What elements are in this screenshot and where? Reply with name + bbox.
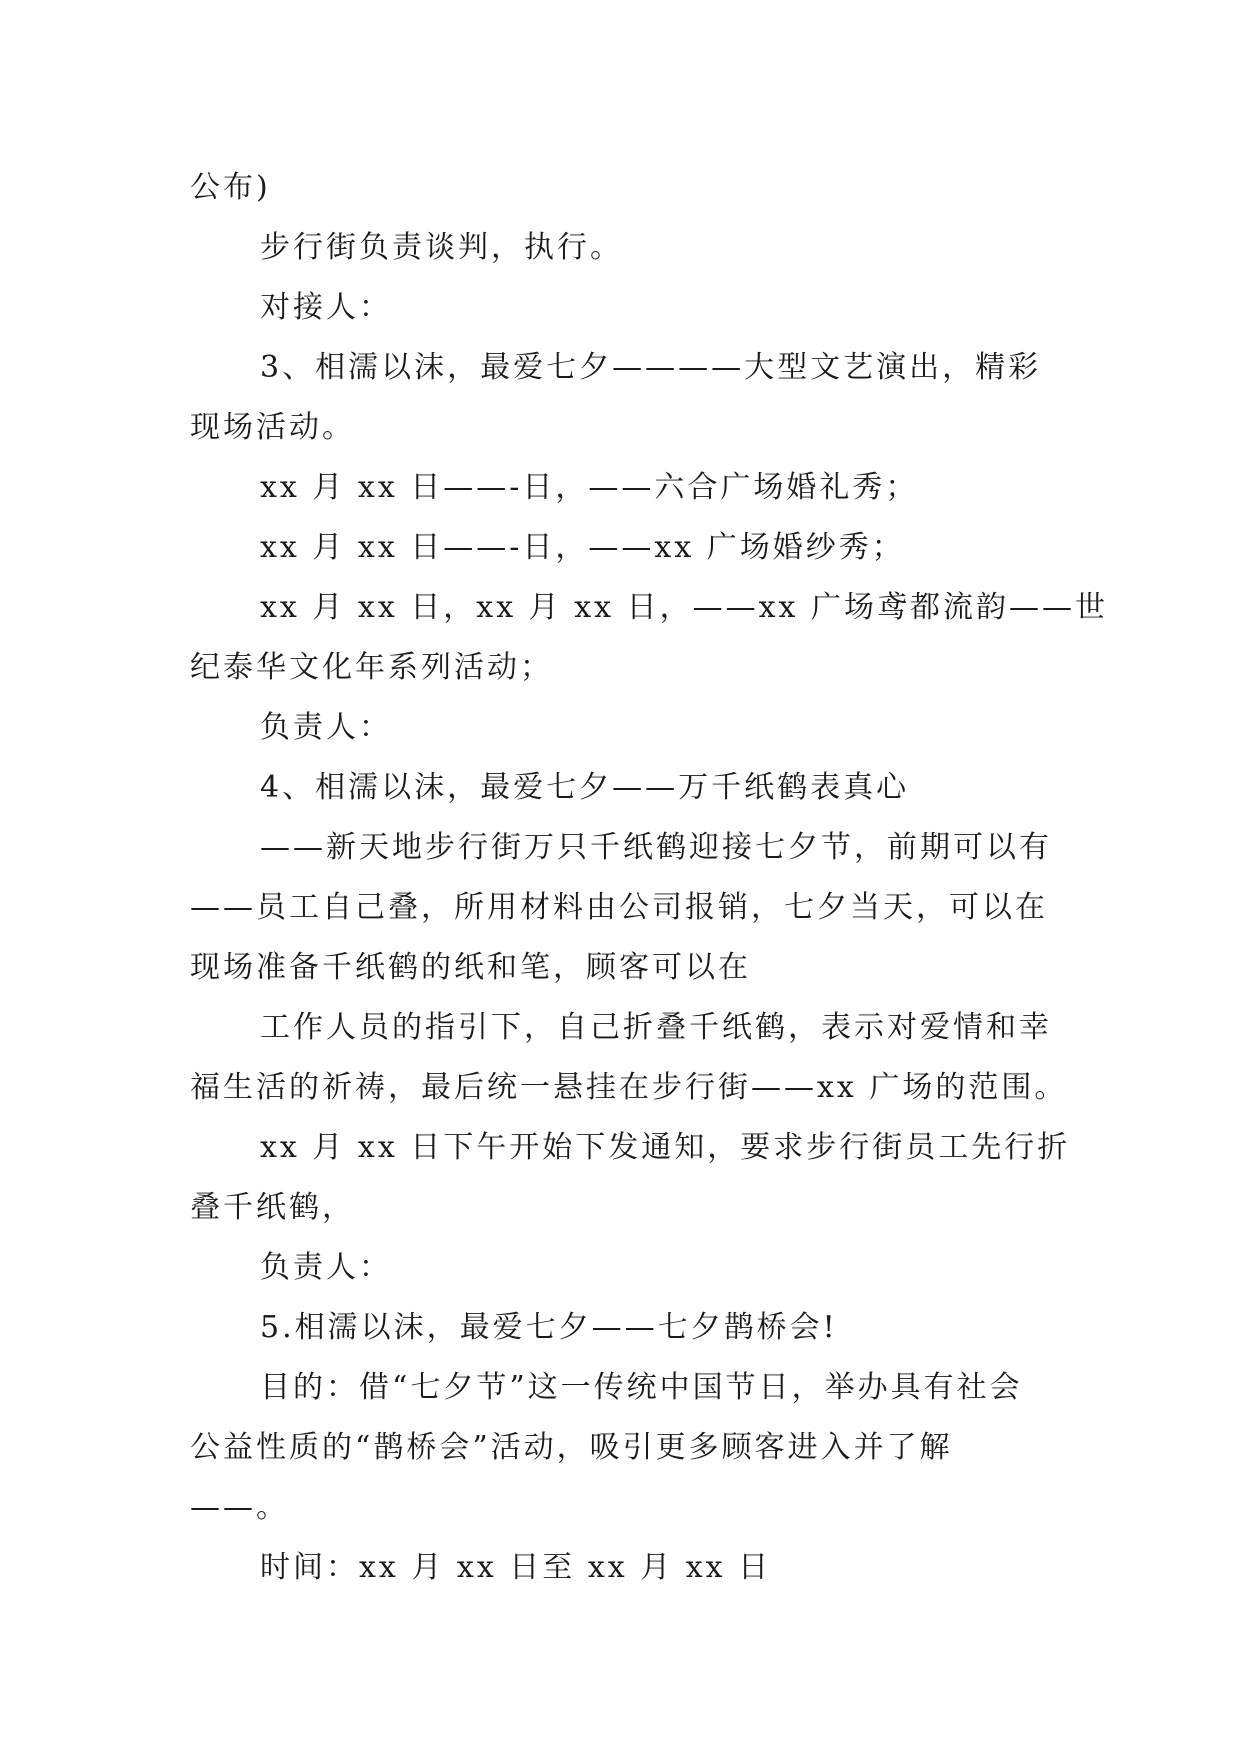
text-line: 叠千纸鹤， [190, 1190, 355, 1225]
text-line: xx 月 xx 日，xx 月 xx 日，——xx 广场鸢都流韵——世 [260, 590, 1108, 625]
text-line: xx 月 xx 日下午开始下发通知，要求步行街员工先行折 [260, 1130, 1071, 1165]
text-line: ——新天地步行街万只千纸鹤迎接七夕节，前期可以有 [260, 830, 1052, 865]
text-line: 公益性质的“鹊桥会”活动，吸引更多顾客进入并了解 [190, 1430, 953, 1465]
text-line: 步行街负责谈判，执行。 [260, 230, 623, 265]
text-line: 5.相濡以沫，最爱七夕——七夕鹊桥会! [260, 1310, 838, 1345]
document-body [190, 158, 1108, 1598]
text-line: ——。 [190, 1490, 289, 1525]
text-line: 目的：借“七夕节”这一传统中国节日，举办具有社会 [260, 1370, 1023, 1405]
text-line: 现场活动。 [190, 410, 355, 445]
text-line: 负责人： [260, 1250, 392, 1285]
text-line: xx 月 xx 日——-日，——六合广场婚礼秀； [260, 470, 919, 505]
text-line: 负责人： [260, 710, 392, 745]
text-line: xx 月 xx 日——-日，——xx 广场婚纱秀； [260, 530, 905, 565]
text-line: 现场准备千纸鹤的纸和笔，顾客可以在 [190, 950, 751, 985]
text-line: 工作人员的指引下，自己折叠千纸鹤，表示对爱情和幸 [260, 1010, 1052, 1045]
text-line: 4、相濡以沫，最爱七夕——万千纸鹤表真心 [260, 770, 910, 805]
text-line: ——员工自己叠，所用材料由公司报销，七夕当天，可以在 [190, 890, 1048, 925]
text-line: 3、相濡以沫，最爱七夕————大型文艺演出，精彩 [260, 350, 1042, 385]
text-line: 福生活的祈祷，最后统一悬挂在步行街——xx 广场的范围。 [190, 1070, 1068, 1105]
text-line: 时间：xx 月 xx 日至 xx 月 xx 日 [260, 1550, 772, 1585]
text-line: 对接人： [260, 290, 392, 325]
text-line: 公布) [190, 170, 271, 205]
text-line: 纪泰华文化年系列活动； [190, 650, 553, 685]
